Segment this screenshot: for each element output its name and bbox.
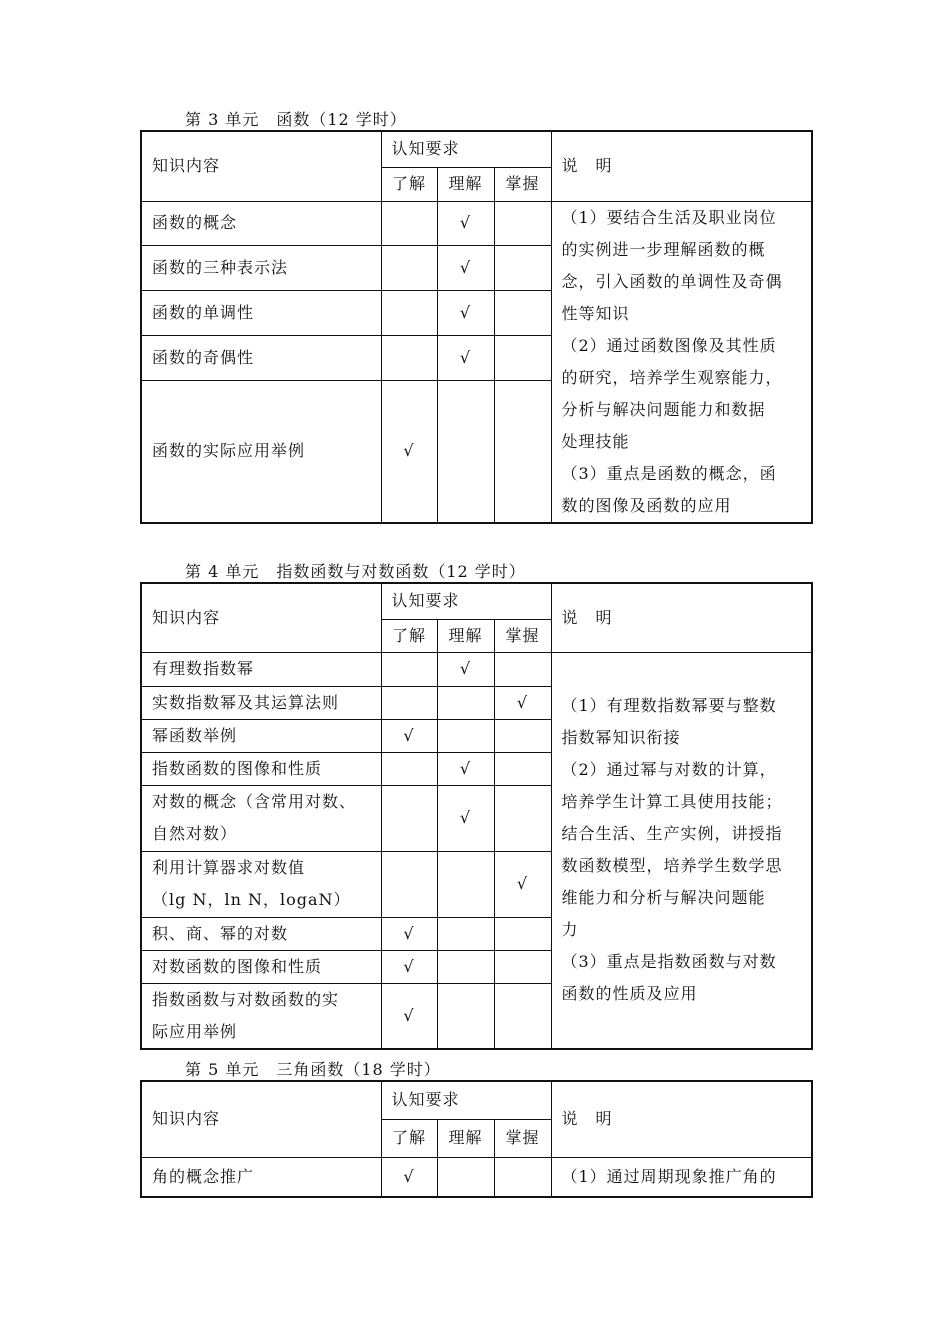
check-master: √ [494, 851, 551, 917]
row-content: 指数函数的图像和性质 [141, 752, 381, 785]
note-line: 念，引入函数的单调性及奇偶 [561, 271, 783, 291]
header-master: 掌握 [494, 167, 551, 201]
row-content-line: 自然对数） [152, 824, 238, 843]
note-line: （2）通过幂与对数的计算， [561, 760, 777, 780]
check-understand: √ [381, 380, 437, 523]
check-master [494, 335, 551, 380]
check-master [494, 785, 551, 851]
note-line: 结合生活、生产实例，讲授指 [561, 824, 783, 844]
note-line: 的研究，培养学生观察能力， [561, 367, 783, 387]
row-content [141, 785, 381, 851]
check-understand [381, 290, 437, 335]
check-master [494, 950, 551, 983]
check-comprehend: √ [437, 785, 494, 851]
header-understand: 了解 [381, 1119, 437, 1157]
row-content: 函数的奇偶性 [141, 335, 381, 380]
note-line: 处理技能 [561, 431, 630, 451]
note-line: （3）重点是函数的概念，函 [561, 463, 777, 483]
check-comprehend: √ [437, 335, 494, 380]
check-comprehend: √ [437, 245, 494, 290]
check-master [494, 380, 551, 523]
row-content: 角的概念推广 [141, 1157, 381, 1197]
check-comprehend [437, 719, 494, 752]
note-line: 函数的性质及应用 [561, 984, 698, 1004]
header-content: 知识内容 [141, 583, 381, 652]
note-line: （1）有理数指数幂要与整数 [561, 696, 777, 716]
row-content: 函数的三种表示法 [141, 245, 381, 290]
note-line: 培养学生计算工具使用技能； [561, 792, 783, 812]
check-understand: √ [381, 719, 437, 752]
header-cognition: 认知要求 [381, 1081, 551, 1119]
note-line: （1）要结合生活及职业岗位 [561, 207, 777, 227]
check-understand [381, 245, 437, 290]
row-content [141, 983, 381, 1049]
note-line: 数函数模型，培养学生数学思 [561, 856, 783, 876]
header-comprehend: 理解 [437, 167, 494, 201]
row-content: 函数的单调性 [141, 290, 381, 335]
check-comprehend [437, 1157, 494, 1197]
note-line: 性等知识 [561, 303, 630, 323]
check-master [494, 917, 551, 950]
unit3-title: 第 3 单元 函数（12 学时） [185, 110, 407, 129]
header-understand: 了解 [381, 619, 437, 652]
unit5-title: 第 5 单元 三角函数（18 学时） [185, 1060, 441, 1079]
unit4-notes [551, 652, 812, 1049]
check-comprehend: √ [437, 752, 494, 785]
check-understand [381, 851, 437, 917]
header-understand: 了解 [381, 167, 437, 201]
header-comprehend: 理解 [437, 619, 494, 652]
check-master [494, 719, 551, 752]
check-comprehend: √ [437, 652, 494, 686]
check-understand [381, 752, 437, 785]
row-content-line: 利用计算器求对数值 [152, 858, 306, 877]
check-comprehend [437, 917, 494, 950]
row-content-line: 对数的概念（含常用对数、 [152, 792, 357, 811]
row-content: 有理数指数幂 [141, 652, 381, 686]
check-comprehend [437, 380, 494, 523]
note-line: 指数幂知识衔接 [561, 728, 681, 748]
check-understand [381, 652, 437, 686]
check-understand [381, 686, 437, 719]
header-notes: 说 明 [551, 131, 812, 201]
header-cognition: 认知要求 [381, 131, 551, 167]
check-master [494, 652, 551, 686]
check-understand [381, 785, 437, 851]
check-understand: √ [381, 950, 437, 983]
unit4-title: 第 4 单元 指数函数与对数函数（12 学时） [185, 562, 526, 581]
check-understand [381, 335, 437, 380]
check-master [494, 245, 551, 290]
check-comprehend [437, 983, 494, 1049]
note-line: 力 [561, 920, 579, 940]
row-content: 幂函数举例 [141, 719, 381, 752]
row-content [141, 851, 381, 917]
unit5-notes: （1）通过周期现象推广角的 [551, 1157, 812, 1197]
row-content: 实数指数幂及其运算法则 [141, 686, 381, 719]
note-line: （3）重点是指数函数与对数 [561, 952, 777, 972]
check-understand: √ [381, 917, 437, 950]
check-master [494, 290, 551, 335]
check-master [494, 1157, 551, 1197]
unit4-table [140, 582, 813, 1050]
row-content: 函数的概念 [141, 201, 381, 245]
check-comprehend: √ [437, 290, 494, 335]
header-cognition: 认知要求 [381, 583, 551, 619]
unit3-notes [551, 201, 812, 523]
check-comprehend [437, 686, 494, 719]
check-comprehend [437, 950, 494, 983]
row-content-line: （lg N，ln N，logaN） [152, 890, 351, 909]
row-content: 函数的实际应用举例 [141, 380, 381, 523]
row-content: 对数函数的图像和性质 [141, 950, 381, 983]
note-line: 维能力和分析与解决问题能 [561, 888, 766, 908]
check-master: √ [494, 686, 551, 719]
check-master [494, 983, 551, 1049]
row-content-line: 际应用举例 [152, 1021, 238, 1041]
note-line: 的实例进一步理解函数的概 [561, 239, 766, 259]
unit5-table [140, 1080, 813, 1198]
header-notes: 说 明 [551, 1081, 812, 1157]
note-line: 分析与解决问题能力和数据 [561, 399, 766, 419]
note-line: （2）通过函数图像及其性质 [561, 335, 777, 355]
header-notes: 说 明 [551, 583, 812, 652]
header-content: 知识内容 [141, 131, 381, 201]
row-content-line: 指数函数与对数函数的实 [152, 989, 340, 1009]
check-comprehend: √ [437, 201, 494, 245]
check-master [494, 752, 551, 785]
check-comprehend [437, 851, 494, 917]
note-line: 数的图像及函数的应用 [561, 495, 732, 515]
header-content: 知识内容 [141, 1081, 381, 1157]
check-understand [381, 201, 437, 245]
check-understand: √ [381, 1157, 437, 1197]
check-understand: √ [381, 983, 437, 1049]
check-master [494, 201, 551, 245]
unit3-table [140, 130, 813, 524]
header-master: 掌握 [494, 619, 551, 652]
row-content: 积、商、幂的对数 [141, 917, 381, 950]
header-comprehend: 理解 [437, 1119, 494, 1157]
header-master: 掌握 [494, 1119, 551, 1157]
